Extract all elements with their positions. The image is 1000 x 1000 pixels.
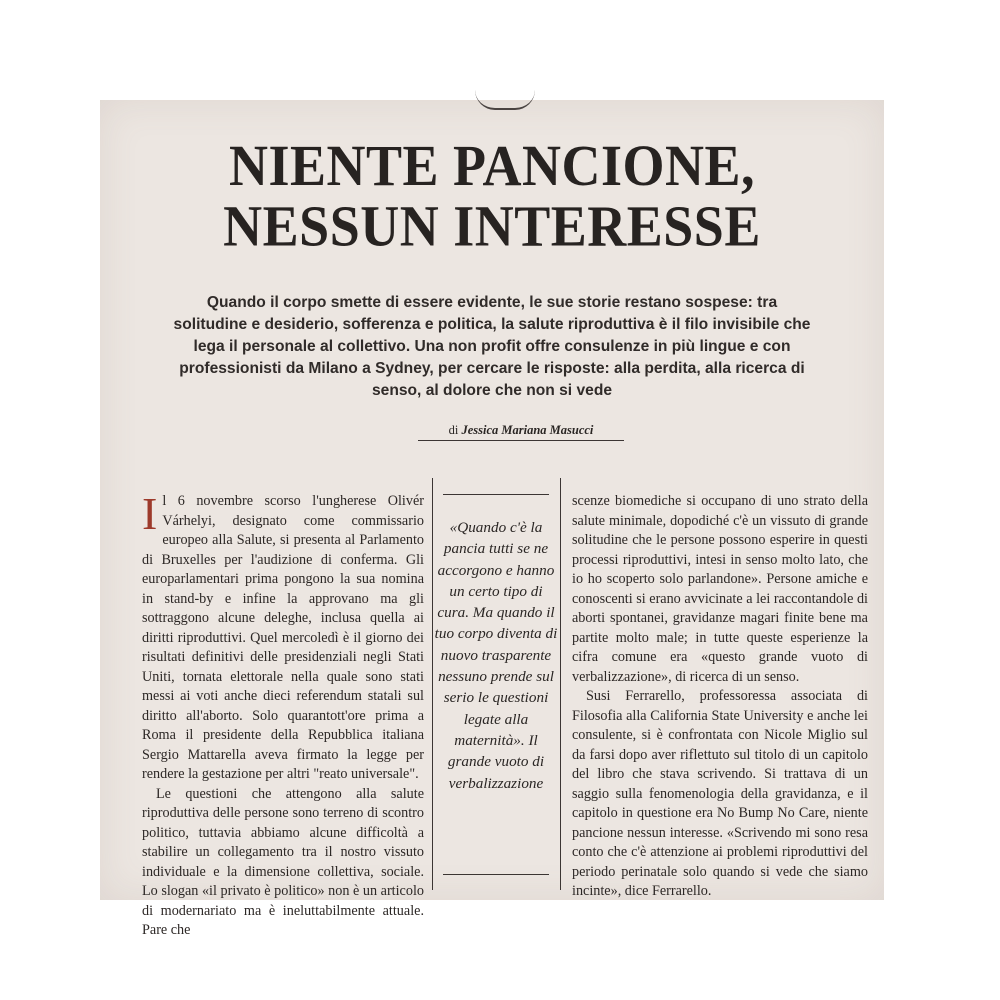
body-paragraph: Susi Ferrarello, professoressa associata di Filosofia alla California State University e anche lei consulente, si è confrontata con Nicole Miglio sul da farsi dopo aver riflettuto sul titolo di un capitolo del libro che stava scrivendo. Si trattava di un saggio sulla fenomenologia della gravidanza, e il capitolo in questione era No Bump No Care, niente pancione nessun interesse. «Scrivendo mi sono resa conto che c'è attenzione ai problemi riproduttivi del periodo perinatale solo quando si vede che siamo incinte», dice Ferrarello. <box>572 688 868 899</box>
pullquote-text: «Quando c'è la pancia tutti se ne accorgono e hanno un certo tipo di cura. Ma quando il tuo corpo diventa di nuovo trasparente nessuno prende sul serio le questioni legate alla maternità». Il grande vuoto di verbalizzazione <box>434 519 558 792</box>
pullquote-rule-bottom <box>443 874 549 875</box>
decorative-ornament <box>475 90 535 110</box>
byline-prefix: di <box>448 423 459 437</box>
body-paragraph: scenze biomediche si occupano di uno strato della salute minimale, dopodiché c'è un vissuto di grande solitudine che le persone possono esperire in questi processi riproduttivi, intesi in senso molto lato, che io ho scoperto solo parlandone». Persone amiche e conoscenti si erano avvicinate a lei raccontandole di aborti spontanei, gravidanze magari finite bene ma partite molto male; in tutte queste esperienze la cifra comune era «questo grande vuoto di verbalizzazione», di ricerca di un senso. <box>572 493 868 685</box>
magazine-page <box>100 100 884 938</box>
pullquote-rule-top <box>443 494 549 495</box>
byline <box>418 423 624 438</box>
byline-rule <box>418 440 624 441</box>
body-column-left <box>142 488 424 941</box>
article-title <box>100 133 884 259</box>
body-column-right <box>572 492 868 902</box>
title-line-2: NESSUN INTERESSE <box>223 193 761 259</box>
body-paragraph: Le questioni che attengono alla salute riproduttiva delle persone sono terreno di scontro politico, tuttavia abbiamo alcune difficoltà a stabilire un collegamento tra il nostro vissuto individuale e la dimensione collettiva, sociale. Lo slogan «il privato è politico» non è un articolo di modernariato ma è ineluttabilmente attuale. Pare che <box>142 785 424 938</box>
author-name: Jessica Mariana Masucci <box>461 423 594 437</box>
body-paragraph <box>142 488 424 785</box>
article-subtitle: Quando il corpo smette di essere evidente, le sue storie restano sospese: tra solitudine e desiderio, sofferenza e politica, la salute riproduttiva è il filo invisibile che lega il personale al collettivo. Una non profit offre consulenze in più lingue e con professionisti da Milano a Sydney, per cercare le risposte: alla perdita, alla ricerca di senso, al dolore che non si vede <box>173 294 811 399</box>
title-line-1: NIENTE PANCIONE, <box>228 133 756 199</box>
drop-cap: I <box>142 488 158 539</box>
paragraph-text: l 6 novembre scorso l'ungherese Olivér Várhelyi, designato come commissario europeo alla Salute, si presenta al Parlamento di Bruxelles per l'audizione di conferma. Gli europarlamentari prima pongono la sua nomina in stand-by e infine la approvano ma gli sottraggono alcune deleghe, inclusa quella ai diritti riproduttivi. Quel mercoledì è il giorno dei risultati definitivi delle presidenziali negli Stati Uniti, tornata elettorale nella quale sono stati messi ai voti anche dieci referendum statali sul diritto all'aborto. Solo quarantott'ore prima a Roma il presidente della Repubblica italiana Sergio Mattarella aveva firmato la legge per rendere la gestazione per altri "reato universale". <box>142 493 424 782</box>
